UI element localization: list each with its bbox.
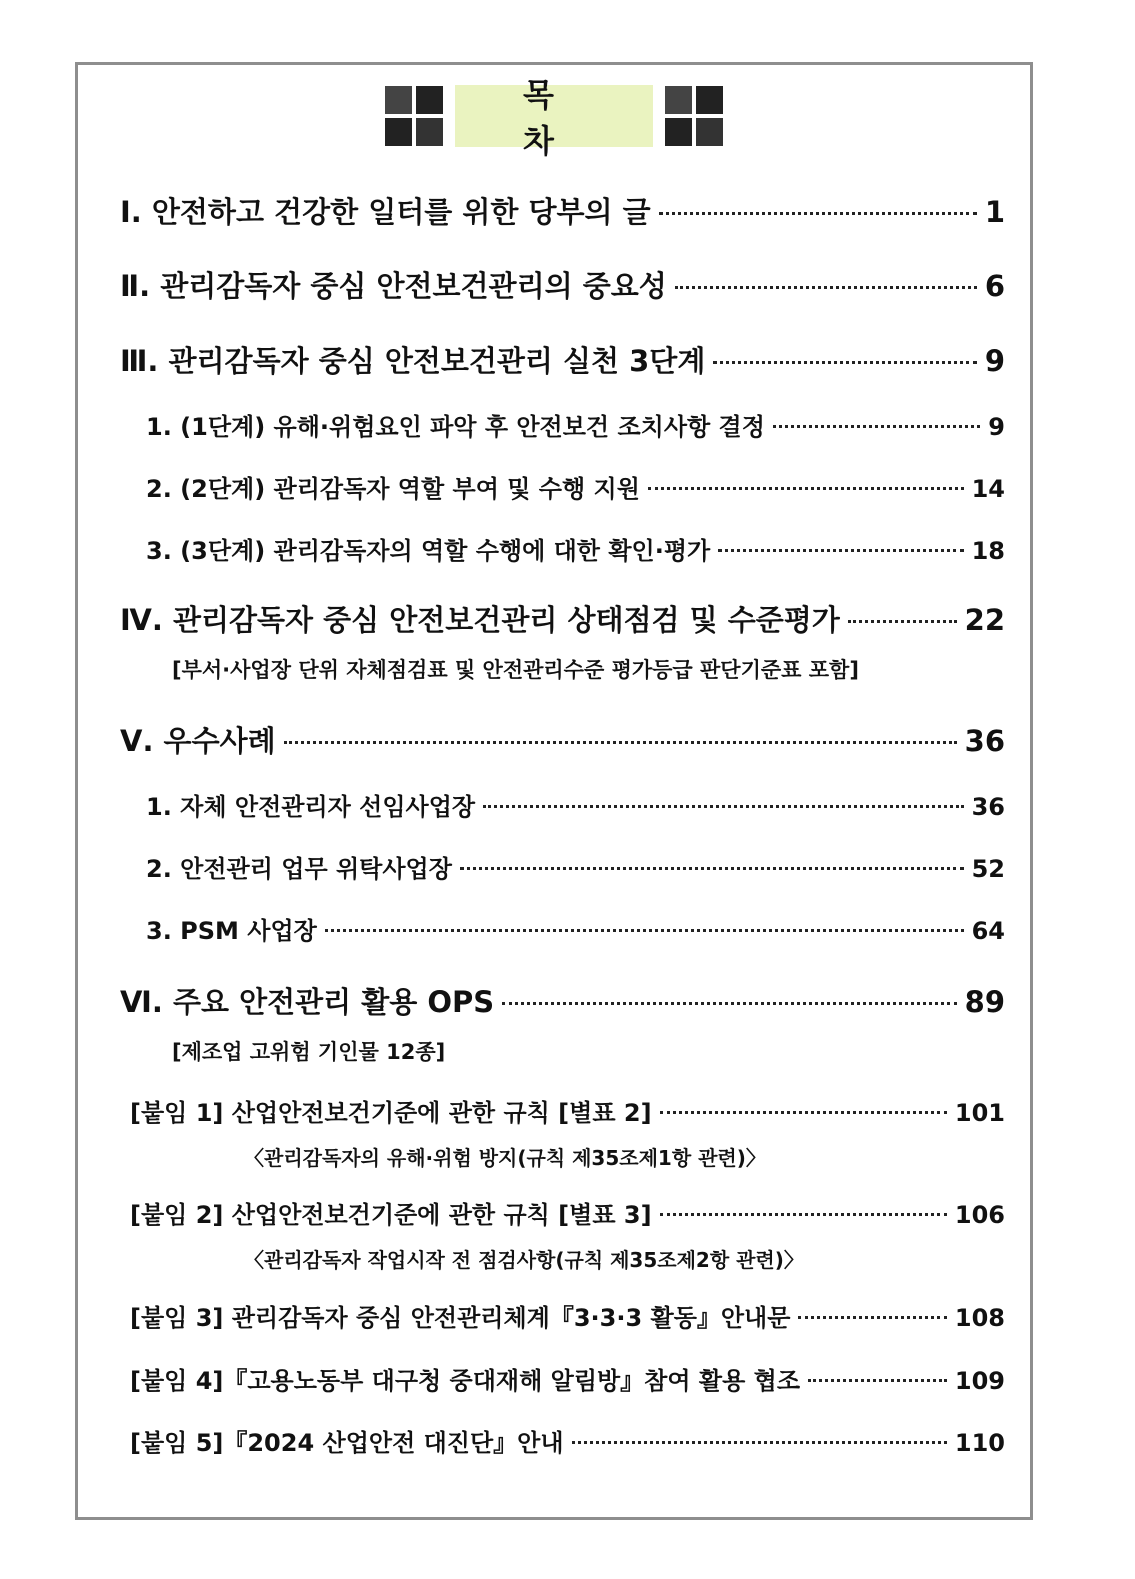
toc-entry[interactable] <box>120 264 1005 305</box>
toc-entry[interactable] <box>120 719 1005 760</box>
leader-dots <box>572 1441 947 1444</box>
toc-subentry[interactable] <box>146 469 1005 504</box>
leader-dots <box>483 805 964 808</box>
toc-attachment[interactable] <box>130 1298 1005 1333</box>
toc-subentry[interactable] <box>146 849 1005 884</box>
toc-subentry[interactable] <box>146 531 1005 566</box>
leader-dots <box>502 1002 956 1005</box>
toc-entry[interactable] <box>120 190 1005 231</box>
toc-entry-label: Ⅴ. 우수사례 <box>120 724 276 758</box>
toc-subentry[interactable] <box>146 407 1005 442</box>
toc-entry-label: Ⅲ. 관리감독자 중심 안전보건관리 실천 3단계 <box>120 344 706 378</box>
leader-dots <box>713 361 976 364</box>
leader-dots <box>848 620 957 623</box>
toc-entry-page: 6 <box>984 269 1005 303</box>
leader-dots <box>284 741 957 744</box>
leader-dots <box>798 1316 946 1319</box>
toc-entry-label: 1. 자체 안전관리자 선임사업장 <box>146 793 476 821</box>
toc-entry-page: 64 <box>971 917 1005 945</box>
toc-entry-label: [붙임 5]『2024 산업안전 대진단』안내 <box>130 1429 564 1457</box>
page-title: 목 차 <box>455 85 653 147</box>
leader-dots <box>773 425 980 428</box>
toc-attachment[interactable] <box>130 1423 1005 1458</box>
toc-entry[interactable] <box>120 339 1005 380</box>
toc-entry-label: Ⅳ. 관리감독자 중심 안전보건관리 상태점검 및 수준평가 <box>120 603 840 637</box>
toc-entry-label: 3. PSM 사업장 <box>146 917 317 945</box>
toc-note: [제조업 고위험 기인물 12종] <box>172 1040 446 1064</box>
toc-entry-page: 110 <box>954 1429 1005 1457</box>
toc-attachment[interactable] <box>130 1195 1005 1230</box>
toc-entry-page: 109 <box>954 1367 1005 1395</box>
toc-note: 〈관리감독자 작업시작 전 점검사항(규칙 제35조제2항 관련)〉 <box>244 1248 804 1272</box>
toc-entry-label: [붙임 4]『고용노동부 대구청 중대재해 알림방』참여 활용 협조 <box>130 1367 800 1395</box>
toc-entry-page: 9 <box>984 344 1005 378</box>
toc-entry-page: 18 <box>971 537 1005 565</box>
toc-entry-label: [붙임 1] 산업안전보건기준에 관한 규칙 [별표 2] <box>130 1099 652 1127</box>
toc-entry-label: 2. (2단계) 관리감독자 역할 부여 및 수행 지원 <box>146 475 640 503</box>
title-area <box>78 76 1030 160</box>
toc-entry[interactable] <box>120 598 1005 639</box>
toc-entry-page: 106 <box>954 1201 1005 1229</box>
leader-dots <box>660 1111 947 1114</box>
toc-entry-page: 22 <box>964 603 1005 637</box>
leader-dots <box>460 867 964 870</box>
toc-entry-page: 1 <box>984 195 1005 229</box>
toc-entry-label: [붙임 2] 산업안전보건기준에 관한 규칙 [별표 3] <box>130 1201 652 1229</box>
toc-entry-page: 108 <box>954 1304 1005 1332</box>
toc-entry-page: 36 <box>971 793 1005 821</box>
toc-entry-page: 89 <box>964 985 1005 1019</box>
toc-note: 〈관리감독자의 유해·위험 방지(규칙 제35조제1항 관련)〉 <box>244 1146 766 1170</box>
decorative-squares-right-icon <box>665 86 723 146</box>
toc-attachment[interactable] <box>130 1361 1005 1396</box>
toc-entry-page: 9 <box>988 413 1005 441</box>
toc-subentry[interactable] <box>146 787 1005 822</box>
toc-entry-label: Ⅵ. 주요 안전관리 활용 OPS <box>120 985 495 1019</box>
toc-attachment[interactable] <box>130 1093 1005 1128</box>
leader-dots <box>325 929 964 932</box>
toc-entry-label: [붙임 3] 관리감독자 중심 안전관리체계『3·3·3 활동』안내문 <box>130 1304 791 1332</box>
toc-entry-label: 2. 안전관리 업무 위탁사업장 <box>146 855 452 883</box>
leader-dots <box>808 1379 947 1382</box>
toc-entry-page: 36 <box>964 724 1005 758</box>
toc-entry[interactable] <box>120 980 1005 1021</box>
leader-dots <box>675 286 977 289</box>
leader-dots <box>660 1213 947 1216</box>
toc-entry-label: 1. (1단계) 유해·위험요인 파악 후 안전보건 조치사항 결정 <box>146 413 765 441</box>
toc-entry-label: Ⅰ. 안전하고 건강한 일터를 위한 당부의 글 <box>120 195 651 229</box>
leader-dots <box>648 487 964 490</box>
toc-note: [부서·사업장 단위 자체점검표 및 안전관리수준 평가등급 판단기준표 포함] <box>172 658 859 682</box>
leader-dots <box>718 549 963 552</box>
leader-dots <box>659 212 977 215</box>
toc-entry-page: 52 <box>971 855 1005 883</box>
toc-entry-page: 14 <box>971 475 1005 503</box>
toc-subentry[interactable] <box>146 911 1005 946</box>
toc-entry-label: Ⅱ. 관리감독자 중심 안전보건관리의 중요성 <box>120 269 667 303</box>
toc-entry-label: 3. (3단계) 관리감독자의 역할 수행에 대한 확인·평가 <box>146 537 711 565</box>
decorative-squares-left-icon <box>385 86 443 146</box>
toc-entry-page: 101 <box>954 1099 1005 1127</box>
